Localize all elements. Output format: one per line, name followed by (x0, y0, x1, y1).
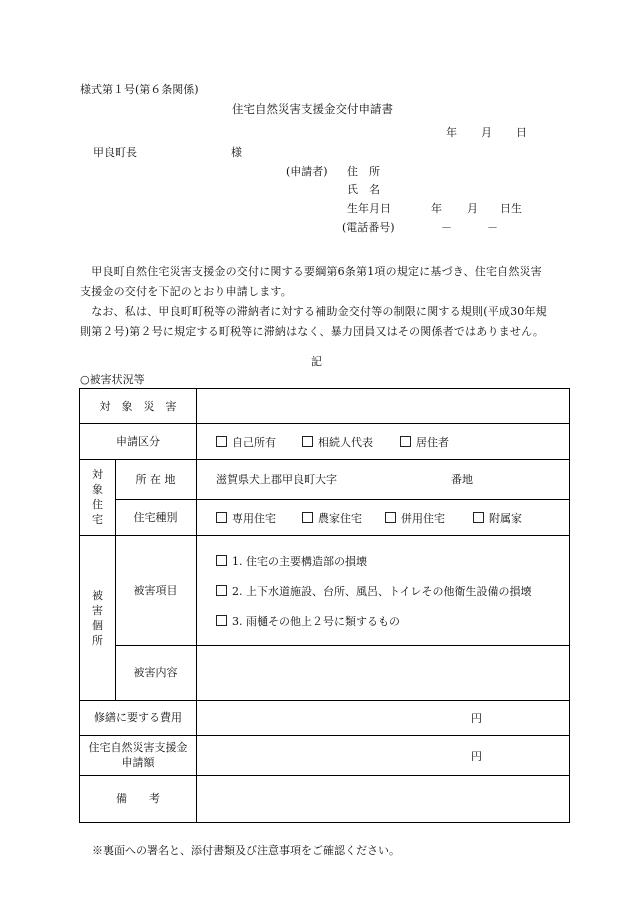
checkbox-icon[interactable] (216, 555, 227, 566)
date-month: 月 (481, 126, 492, 139)
damage-item-3[interactable]: 3. 雨樋その他上２号に類するもの (216, 615, 400, 627)
addressee-name: 甲良町長 (93, 146, 137, 159)
option-heir-representative[interactable]: 相続人代表 (302, 436, 373, 448)
damage-item-1[interactable]: 1. 住宅の主要構造部の損壊 (216, 555, 367, 567)
section-label: ○被害状況等 (80, 373, 145, 386)
damage-item-2[interactable]: 2. 上下水道施設、台所、風呂、トイレその他衛生設備の損壊 (216, 585, 531, 597)
checkbox-icon[interactable] (216, 512, 227, 523)
checkbox-icon[interactable] (216, 436, 227, 447)
repair-cost-unit: 円 (471, 712, 482, 725)
ki-mark: 記 (311, 355, 322, 368)
applicant-name-label: 氏 名 (347, 183, 380, 196)
checkbox-icon[interactable] (302, 436, 313, 447)
damage-table (79, 388, 570, 823)
applicant-address-label: 住 所 (347, 165, 380, 178)
body-paragraph-2: なお、私は、甲良町町税等の滞納者に対する補助金交付等の制限に関する規則(平成30年規則第２号)第２号に規定する町税等に滞納はなく、暴力団員又はその関係者ではありません。 (80, 305, 547, 338)
option-farm-house[interactable]: 農家住宅 (302, 512, 362, 524)
application-type-label: 申請区分 (116, 434, 160, 448)
form-number: 様式第１号(第６条関係) (80, 83, 199, 96)
body-text (80, 262, 550, 342)
option-dedicated-house[interactable]: 専用住宅 (216, 512, 276, 524)
phone-sep-2: － (487, 221, 498, 234)
support-amount-unit: 円 (471, 750, 482, 763)
option-self-owned[interactable]: 自己所有 (216, 436, 276, 448)
support-amount-label: 住宅自然災害支援金 申請額 (88, 741, 188, 769)
checkbox-icon[interactable] (216, 585, 227, 596)
birthdate-month: 月 (467, 202, 478, 215)
birthdate-label: 生年月日 (347, 202, 391, 215)
date-day: 日 (516, 126, 527, 139)
footer-note: ※裏面への署名と、添付書類及び注意事項をご確認ください。 (92, 844, 400, 857)
option-combined-house[interactable]: 併用住宅 (385, 512, 445, 524)
damage-content-label: 被害内容 (133, 666, 178, 679)
option-annex[interactable]: 附属家 (473, 512, 522, 524)
checkbox-icon[interactable] (473, 512, 484, 523)
birthdate-year: 年 (431, 202, 442, 215)
location-value: 滋賀県犬上郡甲良町大字 (216, 473, 337, 486)
house-type-label: 住宅種別 (133, 510, 178, 524)
date-year: 年 (446, 126, 457, 139)
phone-label: (電話番号) (342, 221, 395, 234)
birthdate-day: 日生 (500, 202, 522, 215)
checkbox-icon[interactable] (385, 512, 396, 523)
document-title: 住宅自然災害支援金交付申請書 (232, 102, 393, 116)
location-label: 所 在 地 (135, 472, 176, 486)
applicant-label: (申請者) (286, 165, 328, 178)
body-paragraph-1: 甲良町自然住宅災害支援金の交付に関する要綱第6条第1項の規定に基づき、住宅自然災害支援金の交付を下記のとおり申請します。 (80, 265, 542, 298)
phone-sep-1: － (441, 221, 452, 234)
addressee-honorific: 様 (231, 146, 242, 159)
checkbox-icon[interactable] (400, 436, 411, 447)
remarks-label: 備 考 (116, 792, 160, 805)
checkbox-icon[interactable] (216, 615, 227, 626)
target-disaster-label: 対 象 災 害 (99, 399, 177, 413)
checkbox-icon[interactable] (302, 512, 313, 523)
location-suffix: 番地 (451, 473, 473, 486)
damage-group-label: 被 害 個 所 (92, 588, 103, 647)
option-resident[interactable]: 居住者 (400, 436, 449, 448)
damage-items-label: 被害項目 (133, 583, 178, 597)
repair-cost-label: 修繕に要する費用 (94, 711, 182, 724)
target-house-group-label: 対 象 住 宅 (92, 468, 103, 526)
